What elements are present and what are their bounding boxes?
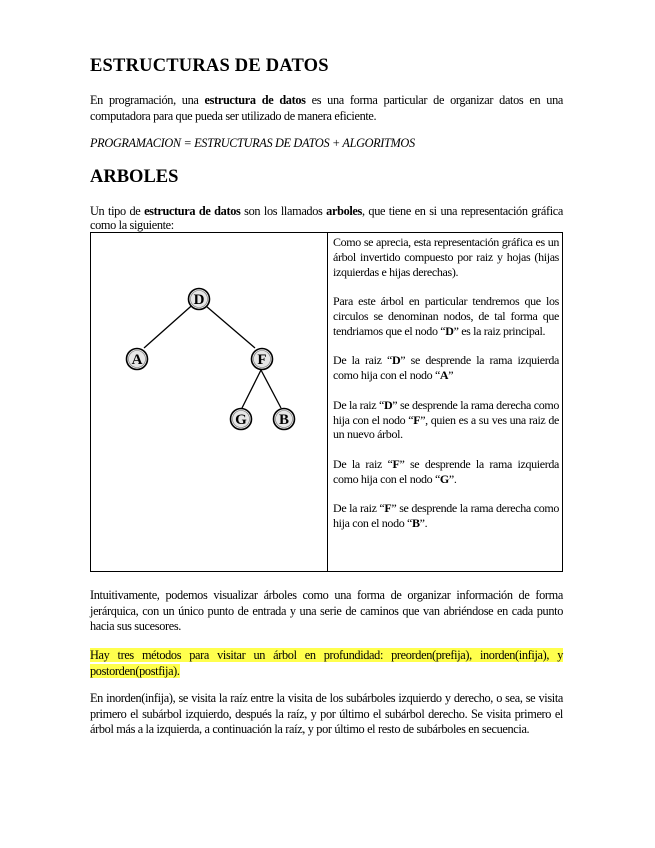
tree-table (90, 232, 563, 572)
section-title-arboles: ARBOLES (90, 167, 179, 187)
tree-node-f (252, 349, 273, 370)
tree-explanation (333, 235, 559, 546)
edge-f-b (261, 370, 281, 408)
note-paragraph: De la raiz “F” se desprende la rama derecha como hija con el nodo “B”. (333, 501, 559, 531)
formula-line: PROGRAMACION = ESTRUCTURAS DE DATOS + ALGORITMOS (90, 136, 415, 150)
table-divider (327, 233, 328, 571)
note-paragraph: De la raiz “D” se desprende la rama derecha como hija con el nodo “F”, quien es a su ves una raiz de un nuevo árbol. (333, 397, 560, 442)
tree-node-d (189, 289, 210, 310)
inorden-paragraph: En inorden(infija), se visita la raíz entre la visita de los subárboles izquierdo y derecho, o sea, se visita primero el subárbol izquierdo, después la raíz, y por último el subárbol derecho. Se visita primero el árbol más a la izquierda, a continuación la raíz, y por último el resto de subárboles en secuencia. (90, 691, 563, 737)
tree-node-label: F (257, 352, 267, 368)
tree-node-b (274, 409, 295, 430)
note-paragraph: Como se aprecia, esta representación gráfica es un árbol invertido compuesto por raiz y hojas (hijas izquierdas e hijas derechas). (333, 235, 559, 279)
highlighted-text: Hay tres métodos para visitar un árbol en profundidad: preorden(prefija), inorden(infija), y postorden(postfija). (90, 648, 563, 678)
tree-node-a (127, 349, 148, 370)
intuitive-paragraph: Intuitivamente, podemos visualizar árboles como una forma de organizar información de forma jerárquica, con un único punto de entrada y una serie de caminos que van abriéndose en cada punto hacia sus sucesores. (90, 588, 563, 634)
note-paragraph: De la raiz “F” se desprende la rama izquierda como hija con el nodo “G”. (333, 456, 559, 486)
tree-diagram (91, 233, 327, 571)
edge-d-a (144, 300, 198, 348)
arboles-intro-paragraph: Un tipo de estructura de datos son los llamados arboles, que tiene en si una representación gráfica como la siguiente: (90, 204, 564, 232)
intro-paragraph: En programación, una estructura de datos es una forma particular de organizar datos en una computadora para que pueda ser utilizado de manera eficiente. (90, 93, 564, 123)
tree-node-label: B (278, 412, 290, 428)
note-paragraph: Para este árbol en particular tendremos que los circulos se denominan nodos, de tal forma que tendriamos que el nodo “D” es la raiz principal. (333, 294, 559, 338)
tree-node-g (231, 409, 252, 430)
edge-d-f (199, 300, 255, 348)
edge-f-g (242, 370, 261, 408)
highlighted-paragraph (90, 648, 563, 679)
tree-node-label: D (193, 292, 205, 308)
tree-node-label: G (235, 412, 247, 428)
page-title: ESTRUCTURAS DE DATOS (90, 56, 329, 76)
note-paragraph: De la raiz “D” se desprende la rama izquierda como hija con el nodo “A” (333, 353, 559, 383)
tree-node-label: A (131, 352, 143, 368)
